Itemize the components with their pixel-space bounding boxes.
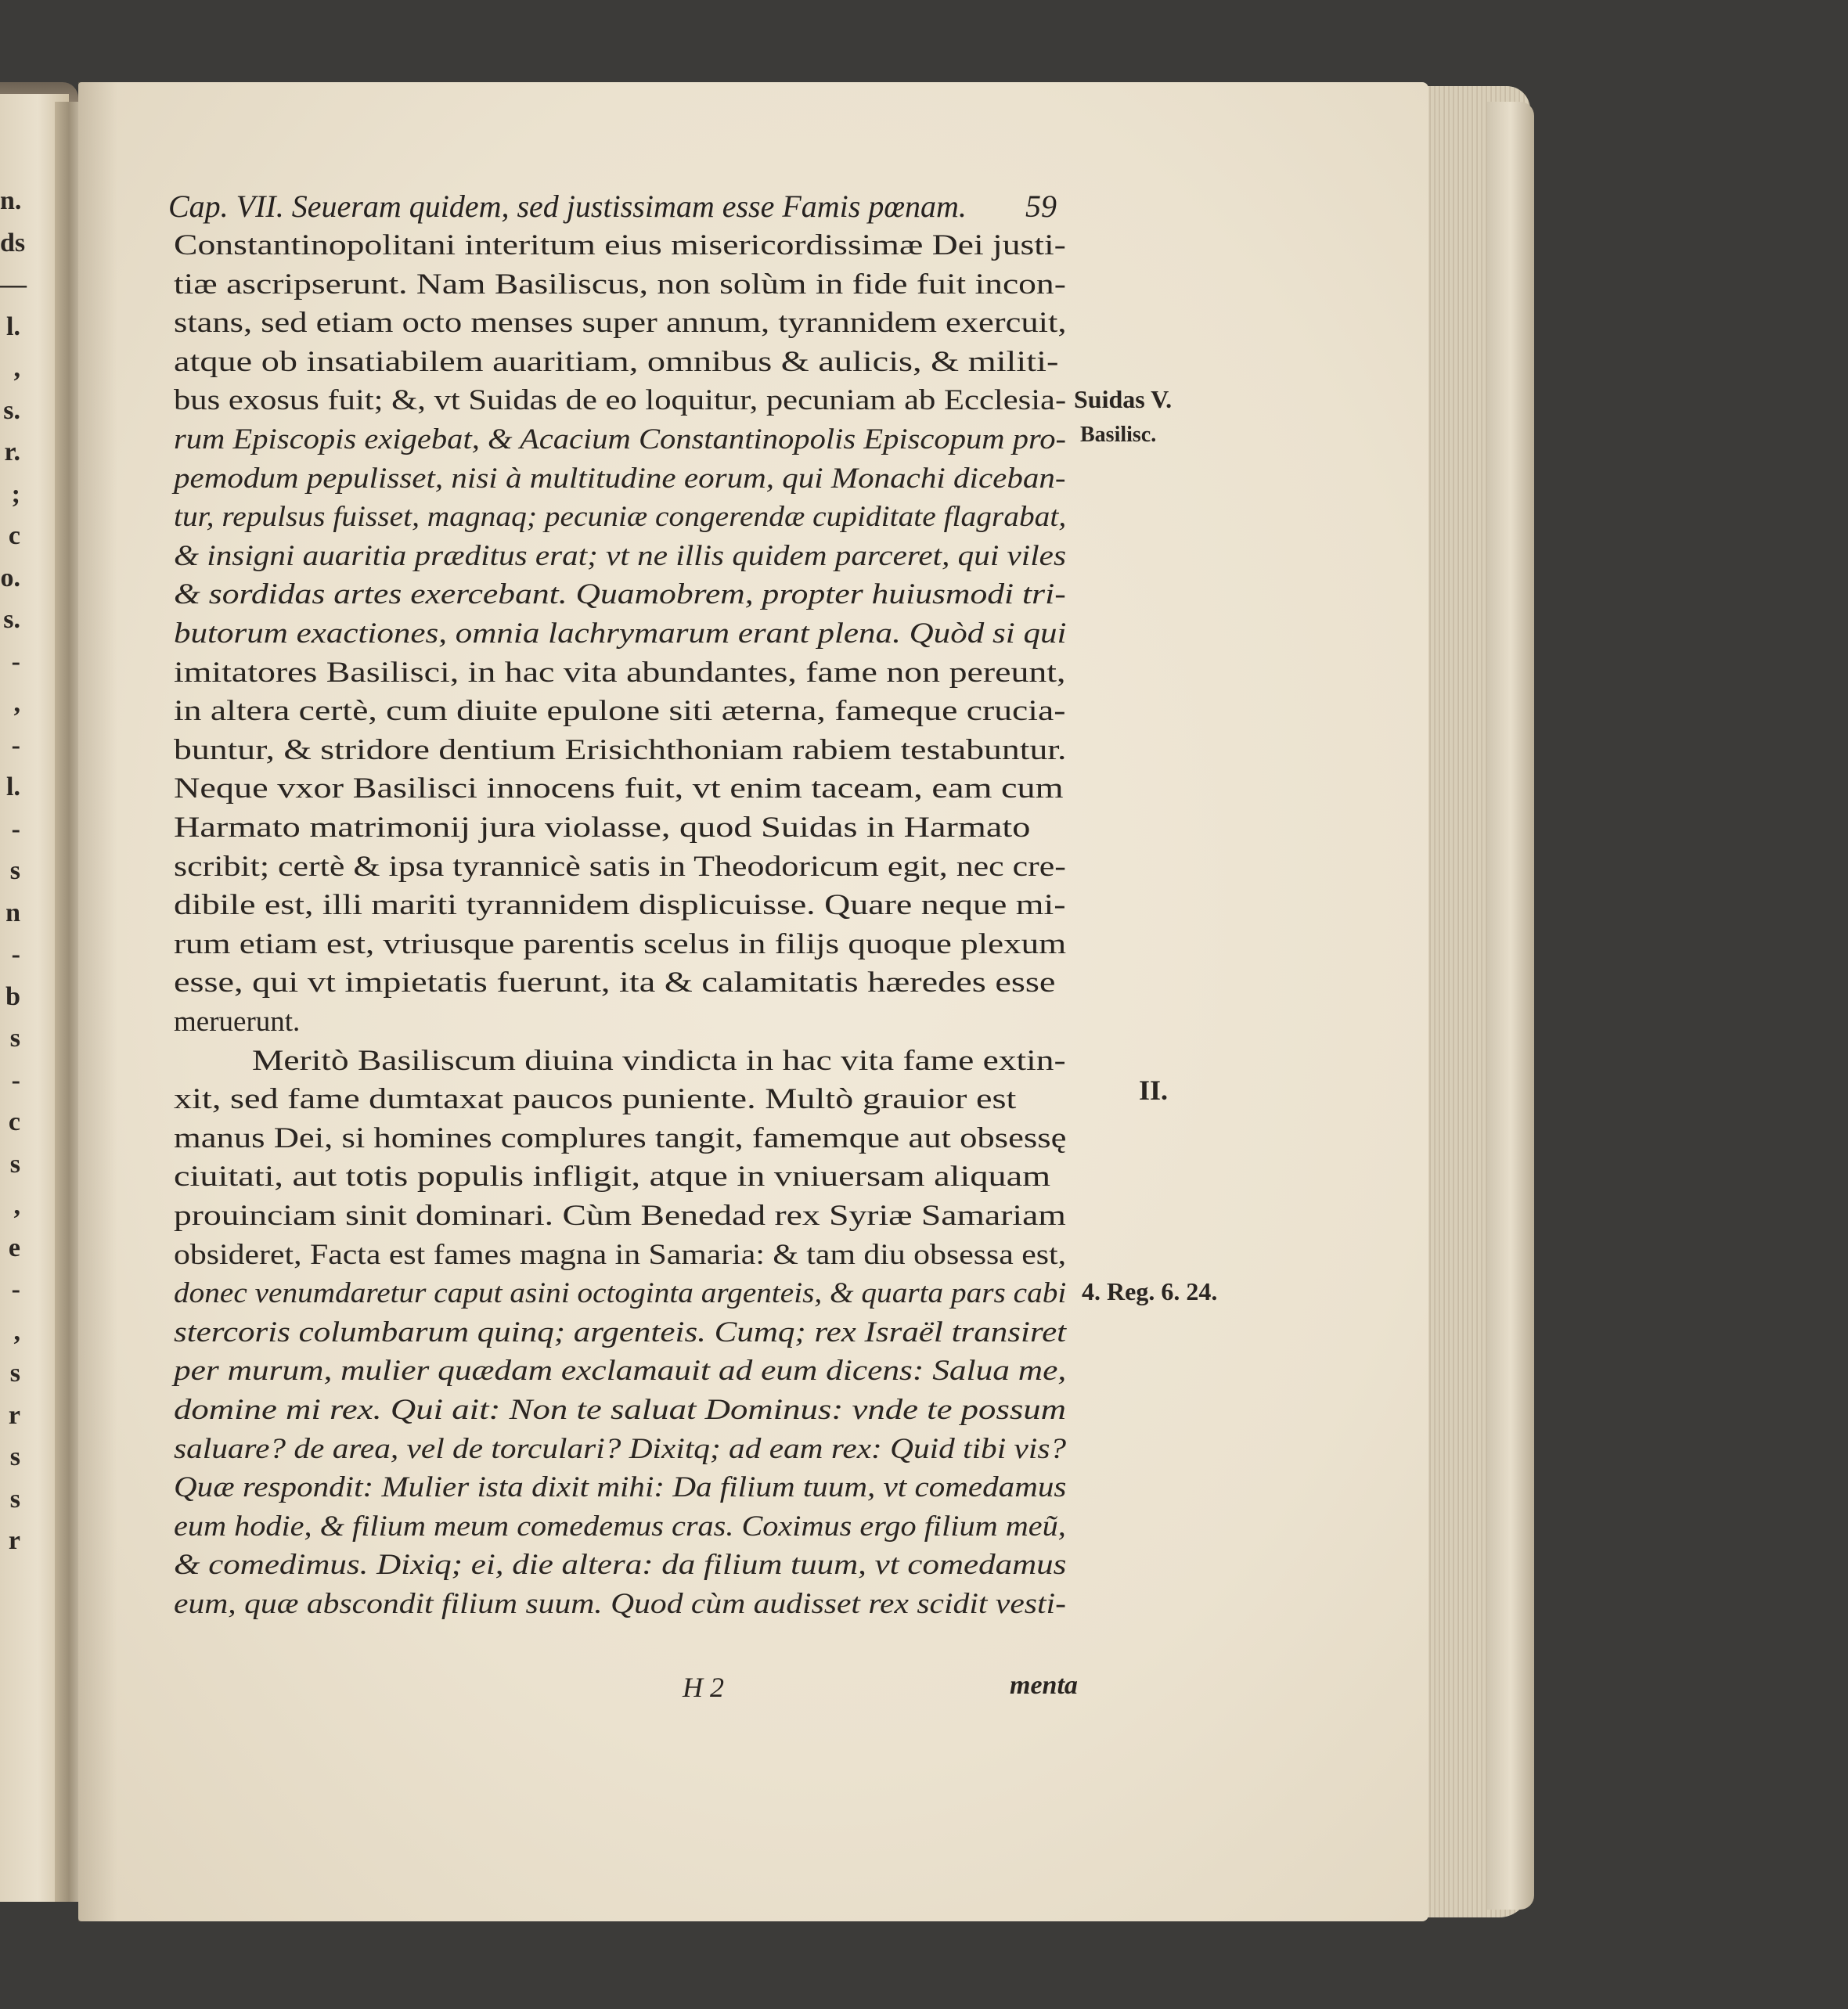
text-line: prouinciam sinit dominari. Cùm Benedad rex Syriæ Samariam — [174, 1200, 1066, 1232]
left-page-fragment: b — [5, 981, 20, 1011]
text-line: rum etiam est, vtriusque parentis scelus in filijs quoque plexum — [174, 927, 1067, 960]
text-line: per murum, mulier quædam exclamauit ad eum dicens: Salua me, — [174, 1355, 1067, 1388]
left-page-fragment: s — [9, 1149, 20, 1179]
text-line: tur, repulsus fuisset, magnaq; pecuniæ congerendæ cupiditate flagrabat, — [174, 501, 1067, 534]
signature-mark: H 2 — [683, 1672, 724, 1703]
left-page-fragment: ; — [11, 479, 20, 509]
left-page-fragment: e — [8, 1233, 20, 1262]
text-line: donec venumdaretur caput asini octoginta argenteis, & quarta pars cabi — [174, 1277, 1067, 1310]
left-page-fragment: r — [8, 1526, 20, 1555]
text-line: in altera certè, cum diuite epulone siti æterna, fameque crucia- — [174, 695, 1066, 728]
text-line: meruerunt. — [174, 1006, 301, 1038]
left-page-fragment: - — [11, 940, 20, 969]
text-line: rum Episcopis exigebat, & Acacium Constantinopolis Episcopum pro- — [174, 423, 1067, 455]
text-line: eum, quæ abscondit filium suum. Quod cùm audisset rex scidit vesti- — [174, 1588, 1066, 1620]
margin-note-suidas: Suidas V. — [1074, 385, 1173, 413]
left-page-fragment: s. — [3, 395, 20, 425]
text-line: bus exosus fuit; &, vt Suidas de eo loquitur, pecuniam ab Ecclesia- — [174, 384, 1067, 417]
text-line: manus Dei, si homines complures tangit, famemque aut obsessę — [174, 1122, 1067, 1154]
left-page-fragment: n — [5, 898, 20, 927]
left-page-fragment: - — [11, 646, 20, 676]
page-shade — [78, 82, 117, 1921]
left-page-fragment: r. — [4, 437, 20, 466]
left-page-fragment: c — [8, 521, 20, 550]
text-line: ciuitati, aut totis populis infligit, atque in vniuersam aliquam — [174, 1161, 1051, 1194]
running-title: Cap. VII. Seueram quidem, sed justissimam esse Famis pœnam. — [168, 189, 967, 224]
text-line: & insigni auaritia præditus erat; vt ne illis quidem parceret, qui viles — [174, 539, 1066, 572]
text-line: stercoris columbarum quinq; argenteis. Cumq; rex Israël transiret — [174, 1316, 1067, 1348]
text-line: stans, sed etiam octo menses super annum, tyrannidem exercuit, — [174, 307, 1067, 340]
text-line: scribit; certè & ipsa tyrannicè satis in Theodoricum egit, nec cre- — [174, 850, 1066, 883]
left-page-fragment: s — [9, 1484, 20, 1514]
text-line: buntur, & stridore dentium Erisichthoniam rabiem testabuntur. — [174, 733, 1067, 766]
left-page-fragment: l. — [6, 772, 20, 801]
text-line: pemodum pepulisset, nisi à multitudine eorum, qui Monachi diceban- — [174, 462, 1066, 495]
left-page-fragment: l. — [6, 311, 20, 341]
text-line: tiæ ascripserunt. Nam Basiliscus, non solùm in fide fuit incon- — [174, 268, 1066, 301]
text-line: obsideret, Facta est fames magna in Samaria: & tam diu obsessa est, — [174, 1238, 1067, 1271]
margin-note-section: II. — [1139, 1075, 1169, 1106]
text-line: dibile est, illi mariti tyrannidem displicuisse. Quare neque mi- — [174, 889, 1066, 922]
page-number: 59 — [1025, 189, 1057, 224]
text-line: eum hodie, & filium meum comedemus cras. Coximus ergo filium meũ, — [174, 1510, 1066, 1543]
catchword: menta — [1010, 1671, 1078, 1700]
left-page-fragment: s — [9, 1442, 20, 1471]
left-page-fragment: - — [11, 814, 20, 844]
text-line: xit, sed fame dumtaxat paucos puniente. Multò grauior est — [174, 1083, 1017, 1116]
text-line: domine mi rex. Qui ait: Non te saluat Dominus: vnde te possum — [174, 1394, 1067, 1426]
left-page-fragment: s — [9, 1359, 20, 1388]
left-page-fragment: c — [8, 1107, 20, 1136]
text-line: Meritò Basiliscum diuina vindicta in hac vita fame extin- — [252, 1044, 1066, 1077]
left-page-fragment: , — [13, 1191, 20, 1220]
text-line: & sordidas artes exercebant. Quamobrem, propter huiusmodi tri- — [174, 578, 1066, 611]
text-line: Quæ respondit: Mulier ista dixit mihi: Da filium tuum, vt comedamus — [174, 1471, 1067, 1504]
left-page-fragment: - — [11, 1065, 20, 1095]
left-page-fragment: - — [11, 1275, 20, 1304]
text-line: Harmato matrimonij jura violasse, quod Suidas in Harmato — [174, 812, 1031, 844]
text-line: imitatores Basilisci, in hac vita abundantes, fame non pereunt, — [174, 656, 1066, 689]
left-page-fragment: n. — [0, 186, 22, 215]
text-line: butorum exactiones, omnia lachrymarum erant plena. Quòd si qui — [174, 617, 1067, 650]
margin-note-bible-ref: 4. Reg. 6. 24. — [1082, 1277, 1218, 1305]
text-line: atque ob insatiabilem auaritiam, omnibus & aulicis, & militi- — [174, 345, 1059, 378]
cover-edge — [1487, 102, 1534, 1910]
left-page-fragment: , — [13, 1316, 20, 1346]
text-line: esse, qui vt impietatis fuerunt, ita & calamitatis hæredes esse — [174, 967, 1056, 999]
text-line: Neque vxor Basilisci innocens fuit, vt enim taceam, eam cum — [174, 772, 1064, 805]
left-page-fragment: s. — [3, 605, 20, 634]
text-line: Constantinopolitani interitum eius misericordissimæ Dei justi- — [174, 229, 1066, 261]
left-page-fragment: — — [0, 270, 27, 299]
left-page-fragment: , — [13, 354, 20, 383]
left-page-fragment: - — [11, 730, 20, 760]
margin-note-basilisc: Basilisc. — [1080, 423, 1157, 447]
left-page-fragment: , — [13, 689, 20, 718]
left-page-fragment: o. — [0, 563, 20, 592]
left-page-fragment: s — [9, 856, 20, 885]
text-line: saluare? de area, vel de torculari? Dixitq; ad eam rex: Quid tibi vis? — [174, 1432, 1067, 1465]
left-page-fragment: ds — [0, 228, 26, 257]
left-page-fragment: r — [8, 1400, 20, 1430]
text-line: & comedimus. Dixiq; ei, die altera: da filium tuum, vt comedamus — [174, 1549, 1067, 1582]
left-page-fragment: s — [9, 1024, 20, 1053]
